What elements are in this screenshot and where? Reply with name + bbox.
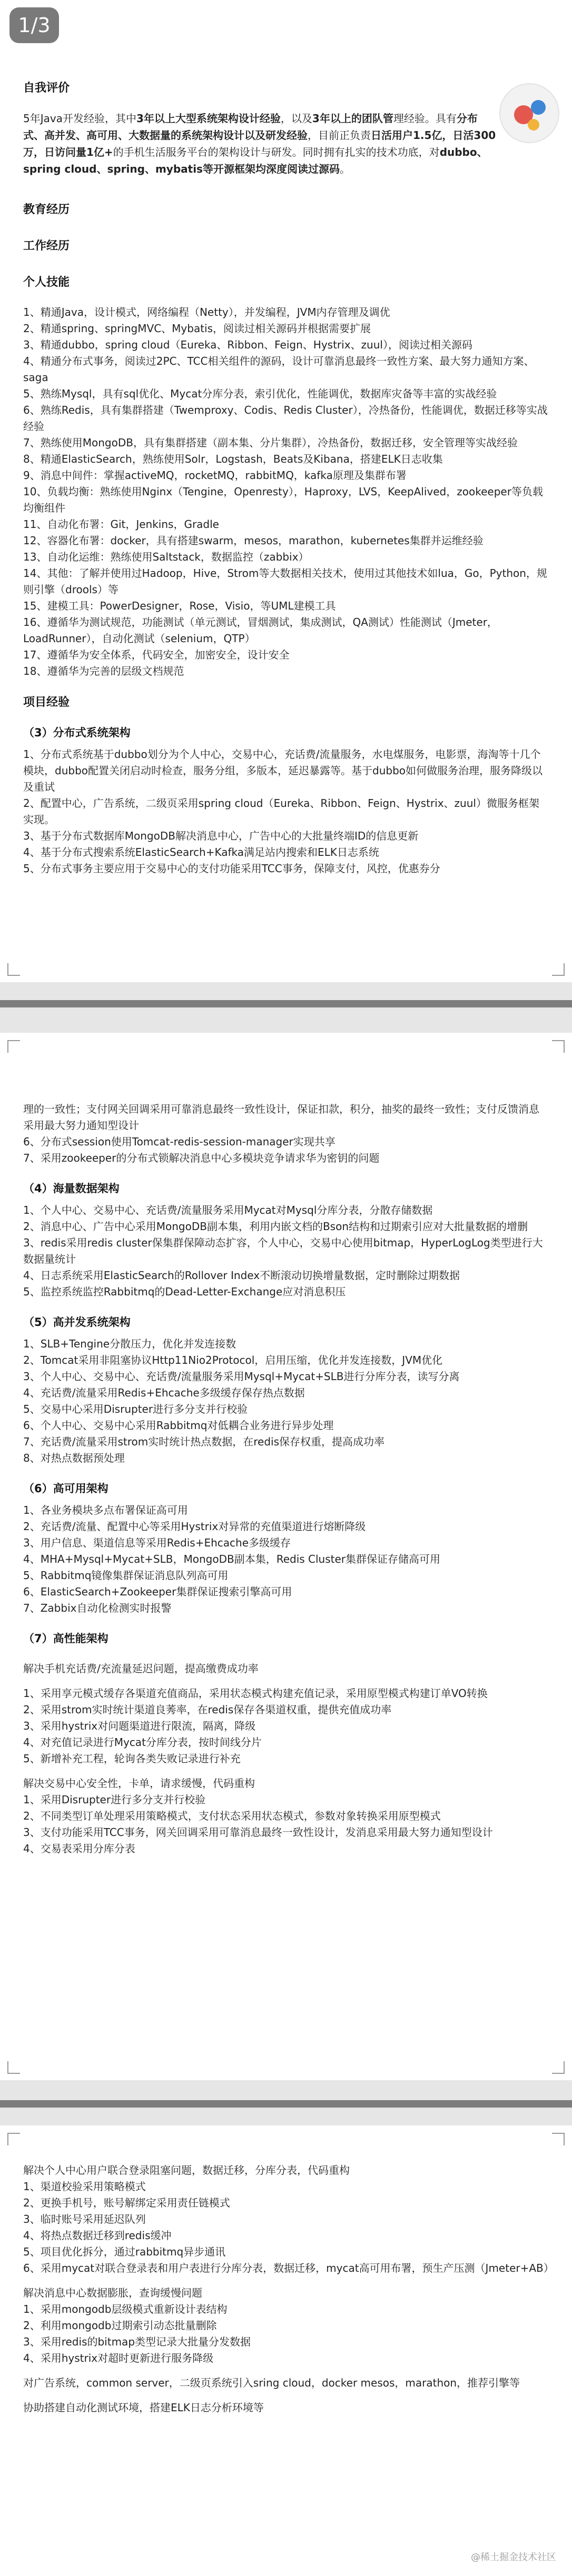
skill-item: 13、自动化运维：熟练使用Saltstack，数据监控（zabbix） — [23, 551, 309, 563]
highlight-text: 日活用户1.5亿，日活300万，日访问量1亿+ — [23, 129, 496, 158]
performance-item: 5、新增补充工程，轮询各类失败记录进行补充 — [23, 1752, 241, 1765]
skill-item: 17、遵循华为安全体系，代码安全，加密安全，设计安全 — [23, 648, 290, 661]
skill-item: 4、精通分布式事务，阅读过2PC、TCC相关组件的源码，设计可靠消息最终一致性方案、最大努力通知方案、saga — [23, 355, 535, 384]
self-eval-heading: 自我评价 — [23, 82, 70, 95]
skill-item: 3、精通dubbo，spring cloud（Eureka、Ribbon、Feign、Hystrix、zuul），阅读过相关源码 — [23, 338, 472, 351]
high-concurrency-item: 1、SLB+Tengine分散压力，优化并发连接数 — [23, 1337, 236, 1350]
page-3-content — [23, 2162, 554, 2416]
performance-item: 2、采用strom实时统计渠道良莠率，在redis保存各渠道权重，提供充值成功率 — [23, 1703, 392, 1716]
crop-mark — [552, 1040, 565, 1053]
crop-mark — [552, 963, 565, 976]
distributed-item: 1、分布式系统基于dubbo划分为个人中心，交易中心，充话费/流量服务，水电煤服务，电影票，海淘等十几个模块，dubbo配置关闭启动时检查，服务分组，多版本，延迟暴露等。基于dubbo如何做服务治理，服务降级以及重试 — [23, 748, 543, 793]
highlight-text: 分布式、高并发、高可用、大数据量的系统架构设计以及研发经验 — [23, 112, 478, 142]
skill-item: 14、其他：了解并使用过Hadoop，Hive，Strom等大数据相关技术，使用过其他技术如lua，Go，Python，规则引擎（drools）等 — [23, 567, 547, 596]
distributed-item: 7、采用zookeeper的分布式锁解决消息中心多模块竞争请求华为密钥的问题 — [23, 1152, 380, 1164]
performance-intro: 解决手机充话费/充流量延迟问题，提高缴费成功率 — [23, 1662, 259, 1675]
high-availability-item: 7、Zabbix自动化检测实时报警 — [23, 1602, 172, 1614]
page-indicator: 1/3 — [9, 7, 59, 43]
skill-item: 9、消息中间件：掌握activeMQ，rocketMQ，rabbitMQ，kafka原理及集群布署 — [23, 469, 407, 482]
high-concurrency-item: 3、个人中心、交易中心、充话费/流量服务采用Mysql+Mycat+SLB进行分库分表，读写分离 — [23, 1370, 460, 1383]
performance-paragraph: 协助搭建自动化测试环境，搭建ELK日志分析环境等 — [23, 2401, 264, 2414]
project-heading: 项目经验 — [23, 696, 70, 709]
document-page-3 — [0, 2125, 572, 2576]
crop-mark — [7, 1040, 20, 1053]
page-separator — [0, 2100, 572, 2108]
high-availability-item: 5、Rabbitmq镜像集群保证消息队列高可用 — [23, 1569, 229, 1582]
skill-item: 8、精通ElasticSearch，熟练使用Solr，Logstash，Beats及Kibana，搭建ELK日志收集 — [23, 453, 443, 465]
performance-item: 2、不同类型订单处理采用策略模式，支付状态采用状态模式，参数对象转换采用原型模式 — [23, 1810, 441, 1822]
performance-item: 4、将热点数据迁移到redis缓冲 — [23, 2229, 172, 2242]
high-concurrency-item: 4、充话费/流量采用Redis+Ehcache多级缓存保存热点数据 — [23, 1386, 305, 1399]
section-heading-massive-data: （4）海量数据架构 — [23, 1182, 120, 1195]
distributed-item: 理的一致性；支付网关回调采用可靠消息最终一致性设计，保证扣款，积分，抽奖的最终一致性；支付反馈消息采用最大努力通知型设计 — [23, 1103, 539, 1132]
distributed-item: 5、分布式事务主要应用于交易中心的支付功能采用TCC事务，保障支付，风控，优惠券分 — [23, 862, 440, 875]
document-page-2 — [0, 1033, 572, 2080]
section-heading-high-performance: （7）高性能架构 — [23, 1632, 109, 1645]
education-heading: 教育经历 — [23, 203, 70, 216]
page-separator — [0, 1000, 572, 1007]
massive-data-item: 1、个人中心、交易中心、充话费/流量服务采用Mycat对Mysql分库分表，分散存储数据 — [23, 1204, 433, 1216]
high-concurrency-item: 5、交易中心采用Disrupter进行多分支并行校验 — [23, 1403, 248, 1415]
performance-paragraph: 对广告系统，common server，二级页系统引入sring cloud，docker mesos，marathon，推荐引擎等 — [23, 2377, 520, 2389]
section-heading-distributed: （3）分布式系统架构 — [23, 726, 131, 739]
distributed-item: 4、基于分布式搜索系统ElasticSearch+Kafka满足站内搜索和ELK日志系统 — [23, 846, 379, 858]
section-heading-high-availability: （6）高可用架构 — [23, 1482, 109, 1495]
skill-item: 5、熟练Mysql，具有sql优化、Mycat分库分表，索引优化，性能调优，数据库灾备等丰富的实战经验 — [23, 387, 497, 400]
performance-item: 1、渠道校验采用策略模式 — [23, 2180, 146, 2193]
performance-item: 1、采用享元模式缓存各渠道充值商品，采用状态模式构建充值记录，采用原型模式构建订单VO转换 — [23, 1687, 488, 1700]
performance-item: 5、项目优化拆分，通过rabbitmq异步通讯 — [23, 2245, 226, 2258]
performance-intro: 解决个人中心用户联合登录阻塞问题，数据迁移，分库分表，代码重构 — [23, 2164, 350, 2176]
performance-item: 3、采用hystrix对问题渠道进行限流，隔离，降级 — [23, 1720, 256, 1732]
skill-item: 2、精通spring、springMVC、Mybatis，阅读过相关源码并根据需要扩展 — [23, 322, 371, 335]
performance-intro: 解决交易中心安全性，卡单，请求缓慢，代码重构 — [23, 1777, 255, 1790]
paragraph-text: 。 — [339, 163, 350, 175]
skills-heading: 个人技能 — [23, 276, 70, 289]
paragraph-text: 5年Java开发经验，其中 — [23, 112, 136, 125]
performance-item: 2、更换手机号，账号解绑定采用责任链模式 — [23, 2196, 230, 2209]
massive-data-item: 5、监控系统监控Rabbitmq的Dead-Letter-Exchange应对消息积压 — [23, 1285, 346, 1298]
crop-mark — [7, 2061, 20, 2074]
skill-item: 11、自动化布署：Git，Jenkins，Gradle — [23, 518, 219, 531]
page-1-content — [23, 79, 549, 877]
crop-mark — [7, 2133, 20, 2145]
skill-item: 7、熟练使用MongoDB，具有集群搭建（副本集、分片集群），冷热备份，数据迁移，安全管理等实战经验 — [23, 436, 518, 449]
high-availability-item: 6、ElasticSearch+Zookeeper集群保证搜索引擎高可用 — [23, 1585, 292, 1598]
crop-mark — [552, 2061, 565, 2074]
page-2-content — [23, 1101, 549, 1857]
crop-mark — [7, 963, 20, 976]
performance-item: 3、临时账号采用延迟队列 — [23, 2213, 146, 2225]
performance-item: 6、采用mycat对联合登录表和用户表进行分库分表，数据迁移，mycat高可用布署，预生产压测（Jmeter+AB） — [23, 2262, 554, 2274]
paragraph-text: 的手机生活服务平台的架构设计与研发。同时拥有扎实的技术功底，对 — [113, 146, 440, 158]
high-concurrency-item: 2、Tomcat采用非阻塞协议Http11Nio2Protocol，启用压缩，优化并发连接数，JVM优化 — [23, 1354, 443, 1366]
self-eval-paragraph — [23, 110, 549, 177]
skill-item: 6、熟练Redis，具有集群搭建（Twemproxy、Codis、Redis Cluster），冷热备份，性能调优，数据迁移等实战经验 — [23, 404, 548, 433]
high-concurrency-item: 6、个人中心、交易中心采用Rabbitmq对低耦合业务进行异步处理 — [23, 1419, 334, 1432]
high-concurrency-item: 8、对热点数据预处理 — [23, 1452, 125, 1464]
performance-item: 4、采用hystrix对超时更新进行服务降级 — [23, 2352, 214, 2364]
performance-item: 3、采用redis的bitmap类型记录大批量分发数据 — [23, 2335, 251, 2348]
high-concurrency-item: 7、充话费/流量采用strom实时统计热点数据，在redis保存权重，提高成功率 — [23, 1435, 384, 1448]
distributed-item: 6、分布式session使用Tomcat-redis-session-manager实现共享 — [23, 1135, 336, 1148]
highlight-text: dubbo、spring cloud、spring、mybatis等开源框架均深度阅读过源码 — [23, 146, 488, 175]
paragraph-text: 具有 — [435, 112, 457, 125]
performance-item: 1、采用mongodb层级模式重新设计表结构 — [23, 2303, 228, 2315]
high-availability-item: 3、用户信息、渠道信息等采用Redis+Ehcache多级缓存 — [23, 1536, 291, 1549]
performance-item: 2、利用mongodb过期索引动态批量删除 — [23, 2319, 217, 2332]
skills-list — [23, 304, 549, 680]
paragraph-text: 理经验。 — [393, 112, 436, 125]
performance-intro: 解决消息中心数据膨胀，查询缓慢问题 — [23, 2287, 202, 2299]
highlight-text: 3年以上大型系统架构设计经验 — [136, 112, 281, 125]
paragraph-text: ，目前正负责 — [308, 129, 371, 142]
skill-item: 1、精通Java，设计模式，网络编程（Netty），并发编程，JVM内存管理及调优 — [23, 306, 390, 318]
high-availability-item: 4、MHA+Mysql+Mycat+SLB，MongoDB副本集，Redis Cluster集群保证存储高可用 — [23, 1553, 441, 1565]
performance-item: 4、对充值记录进行Mycat分库分表，按时间线分片 — [23, 1736, 262, 1749]
work-heading: 工作经历 — [23, 239, 70, 253]
massive-data-item: 2、消息中心、广告中心采用MongoDB副本集，利用内嵌文档的Bson结构和过期索引应对大批量数据的增删 — [23, 1220, 528, 1233]
performance-item: 4、交易表采用分库分表 — [23, 1842, 135, 1855]
distributed-item: 2、配置中心，广告系统，二级页采用spring cloud（Eureka、Ribbon、Feign、Hystrix、zuul）微服务框架实现。 — [23, 797, 539, 826]
massive-data-item: 3、redis采用redis cluster保集群保障动态扩容，个人中心，交易中心使用bitmap，HyperLogLog类型进行大数据量统计 — [23, 1236, 543, 1265]
section-heading-high-concurrency: （5）高并发系统架构 — [23, 1316, 131, 1329]
performance-item: 3、支付功能采用TCC事务，网关回调采用可靠消息最终一致性设计，发消息采用最大努力通知型设计 — [23, 1826, 493, 1839]
document-page-1 — [0, 0, 572, 982]
skill-item: 15、建模工具：PowerDesigner，Rose，Visio，等UML建模工具 — [23, 600, 336, 612]
high-availability-item: 2、充话费/流量、配置中心等采用Hystrix对异常的充值渠道进行熔断降级 — [23, 1520, 366, 1533]
paragraph-text: ，以及 — [280, 112, 312, 125]
highlight-text: 3年以上的团队管 — [312, 112, 393, 125]
massive-data-item: 4、日志系统采用ElasticSearch的Rollover Index不断滚动切换增量数据，定时删除过期数据 — [23, 1269, 460, 1282]
high-availability-item: 1、各业务模块多点布署保证高可用 — [23, 1504, 188, 1516]
distributed-item: 3、基于分布式数据库MongoDB解决消息中心，广告中心的大批量终端ID的信息更新 — [23, 830, 419, 842]
watermark: @稀土掘金技术社区 — [471, 2552, 556, 2563]
skill-item: 18、遵循华为完善的层级文档规范 — [23, 665, 184, 677]
skill-item: 12、容器化布署：docker，具有搭建swarm，mesos，marathon，kubernetes集群并运维经验 — [23, 534, 484, 547]
crop-mark — [552, 2133, 565, 2145]
skill-item: 16、遵循华为测试规范，功能测试（单元测试，冒烟测试，集成测试，QA测试）性能测试（Jmeter，LoadRunner），自动化测试（selenium，QTP） — [23, 616, 498, 645]
skill-item: 10、负载均衡：熟练使用Nginx（Tengine，Openresty），Haproxy，LVS，KeepAlived，zookeeper等负载均衡组件 — [23, 485, 543, 514]
performance-item: 1、采用Disrupter进行多分支并行校验 — [23, 1793, 206, 1806]
